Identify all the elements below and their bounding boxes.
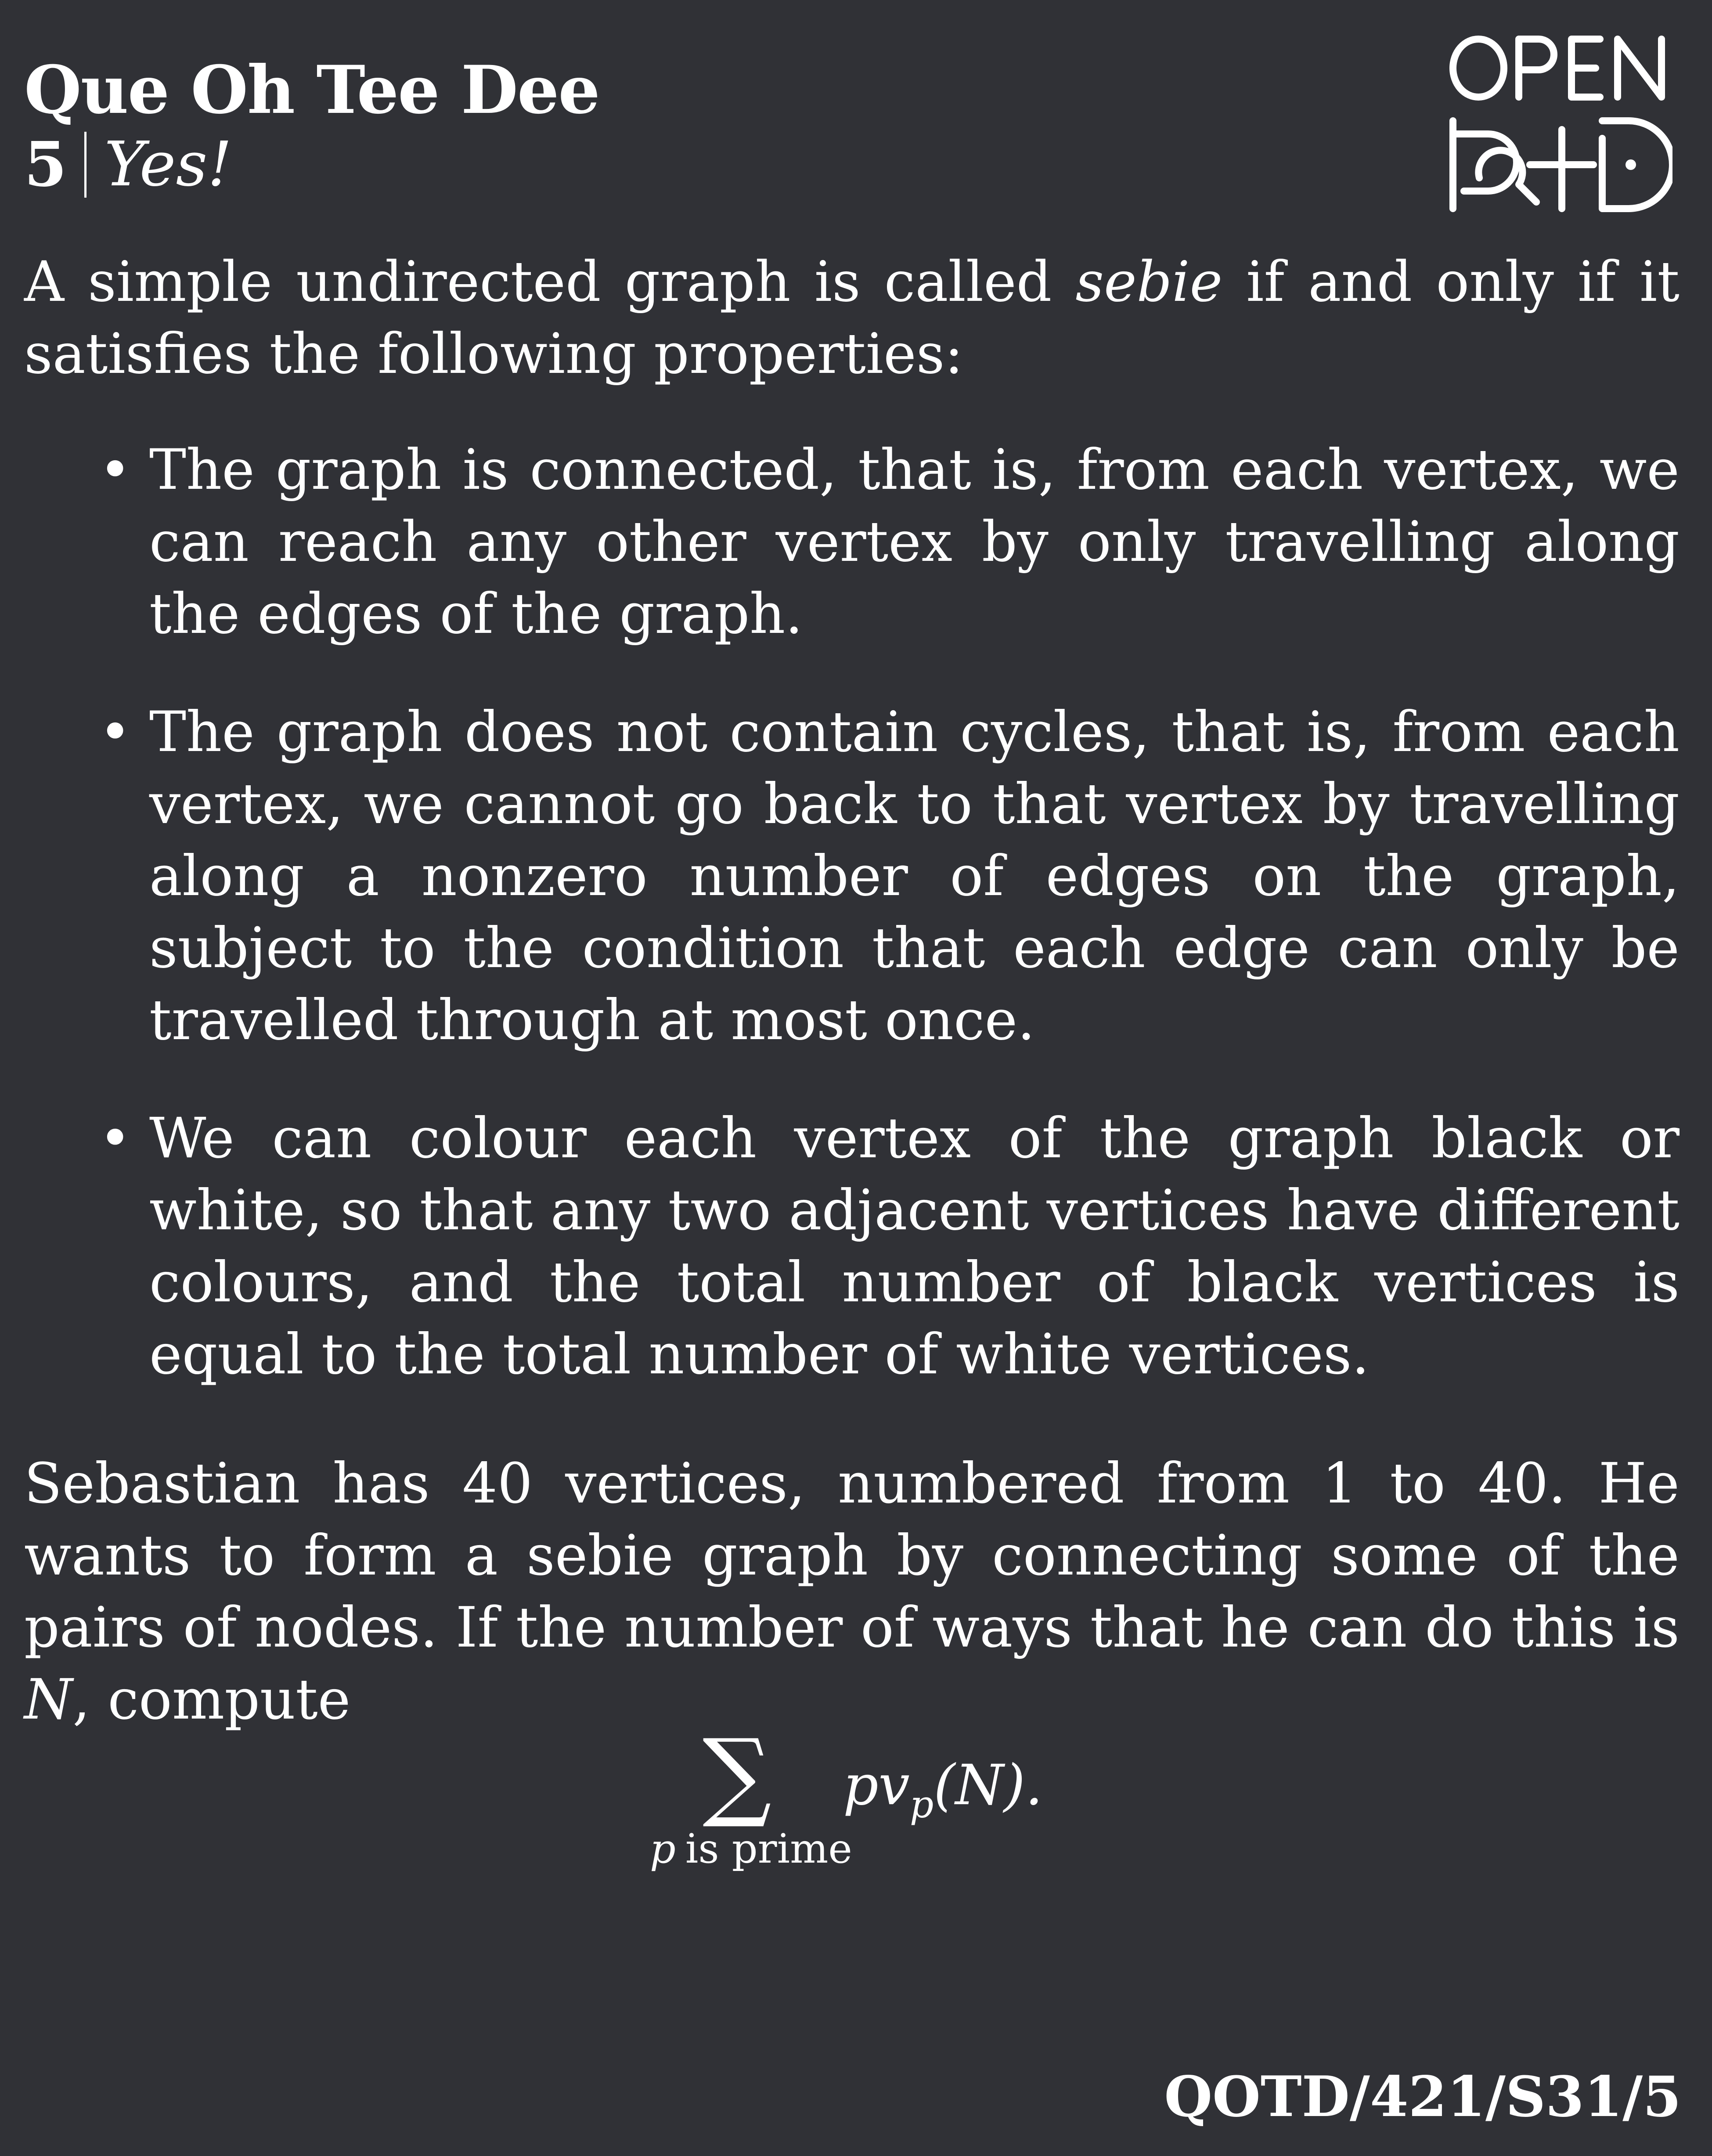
bullet-icon: • [99,700,132,764]
property-text: The graph does not contain cycles, that is, from each vertex, we cannot go back to that vertex by travelling along a nonzero number of edges on the graph, subject to the condition that each edge can only be travelled through at most once. [149,700,1680,1052]
intro-text-start: A simple undirected graph is called [24,249,1076,314]
problem-paragraph [24,1448,1680,1736]
divider [84,132,87,198]
problem-text-start: Sebastian has 40 vertices, numbered from 1 to 40. He wants to form a sebie graph by connecting some of the pairs of nodes. If the number of ways that he can do this is [24,1451,1680,1660]
math-variable: N [24,1667,73,1732]
problem-text-end: , compute [72,1667,351,1732]
question-subtitle: Yes! [104,129,232,200]
open-qotd-logo [1444,33,1672,217]
defined-term: sebie [1075,249,1223,314]
properties-list [24,434,1680,1390]
summation-formula [650,1718,1089,1872]
summation-subscript [650,1825,852,1873]
bullet-icon: • [99,1106,132,1170]
intro-paragraph [24,246,1680,390]
summand-v: v [878,1753,910,1817]
subscript-text: is prime [685,1825,852,1872]
summand-argument: (N). [933,1753,1043,1817]
subtitle [24,127,599,202]
intro-text-end: if and only if it satisfies the following properties: [24,249,1680,386]
summand [843,1752,1043,1838]
summand-p: p [843,1753,879,1817]
summand-subscript: p [909,1783,934,1827]
property-item [24,696,1680,1056]
page-title: Que Oh Tee Dee [24,51,599,129]
subscript-variable: p [650,1825,676,1872]
question-body [24,246,1680,1736]
property-text: The graph is connected, that is, from each vertex, we can reach any other vertex by only travelling along the edges of the graph. [149,437,1680,646]
property-item [24,1102,1680,1390]
question-code: QOTD/421/S31/5 [1164,2064,1681,2129]
header [24,53,599,202]
question-number: 5 [24,129,67,201]
property-item [24,434,1680,650]
property-text: We can colour each vertex of the graph black or white, so that any two adjacent vertices have different colours, and the total number of black vertices is equal to the total number of white vertices. [149,1106,1680,1387]
sigma-symbol: ∑ [703,1718,772,1831]
bullet-icon: • [99,437,132,502]
